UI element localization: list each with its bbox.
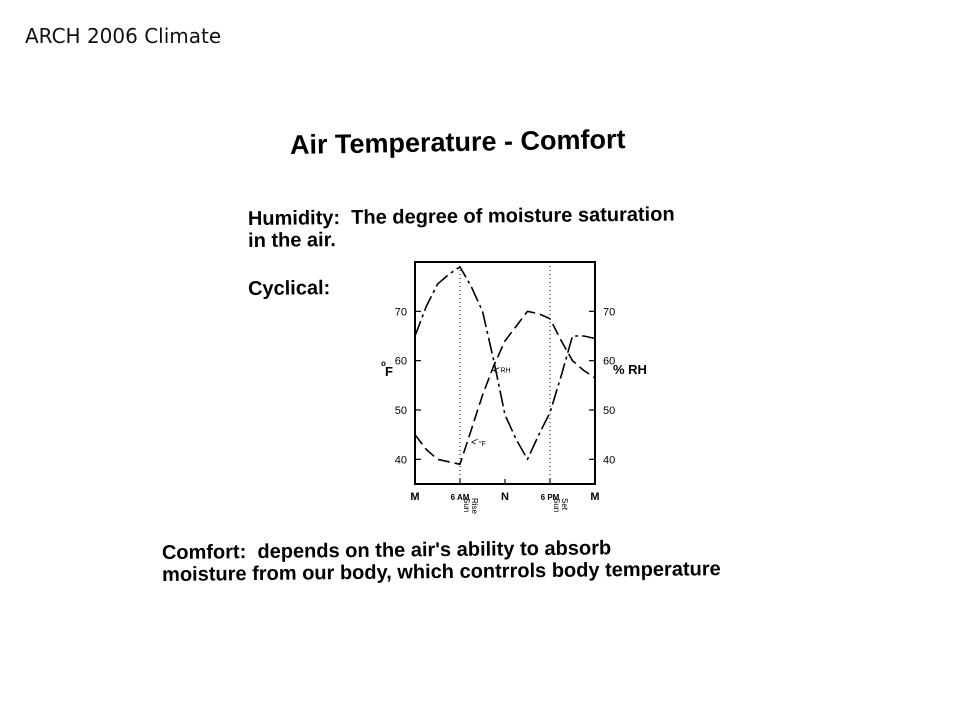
comfort-text-line2: moisture from our body, which contrrols body temperature <box>162 558 721 586</box>
left-axis-degree: o <box>381 359 386 368</box>
y-tick-label-left: 40 <box>394 454 407 467</box>
comfort-label: Comfort: <box>161 541 247 564</box>
x-tick-label: 6 AM <box>450 493 470 502</box>
cyclical-label: Cyclical: <box>247 277 331 300</box>
humidity-label: Humidity: <box>247 207 341 230</box>
right-axis-label: % RH <box>613 362 647 377</box>
y-tick-label-left: 70 <box>394 306 407 319</box>
y-tick-label-right: 60 <box>603 355 616 368</box>
f-annotation: °F <box>478 441 486 449</box>
x-tick-label: N <box>501 491 509 503</box>
marker-label-line1: Sun <box>462 498 471 513</box>
left-axis-label: F <box>385 364 393 379</box>
series-line-f <box>415 311 595 464</box>
x-tick-label: M <box>590 491 600 503</box>
marker-label-line1: Sun <box>552 498 561 513</box>
slide-header: ARCH 2006 Climate <box>25 24 222 48</box>
series-line-rh <box>415 267 595 459</box>
marker-label-line2: Set <box>560 498 569 511</box>
slide-title: Air Temperature - Comfort <box>289 124 626 160</box>
y-tick-label-right: 40 <box>603 454 616 467</box>
y-tick-label-right: 50 <box>603 405 616 417</box>
x-tick-label: M <box>410 491 420 503</box>
y-tick-label-right: 70 <box>603 306 616 319</box>
y-tick-label-left: 60 <box>394 355 407 368</box>
humidity-text: The degree of moisture saturation <box>351 203 675 229</box>
humidity-text-line2: in the air. <box>248 229 337 252</box>
y-tick-label-left: 50 <box>394 405 407 417</box>
comfort-text: depends on the air's ability to absorb <box>257 537 612 563</box>
x-tick-label: 6 PM <box>540 493 560 502</box>
marker-label-line2: Rise <box>470 498 479 515</box>
rh-annotation: RH <box>500 367 511 375</box>
f-arrow <box>472 439 478 444</box>
